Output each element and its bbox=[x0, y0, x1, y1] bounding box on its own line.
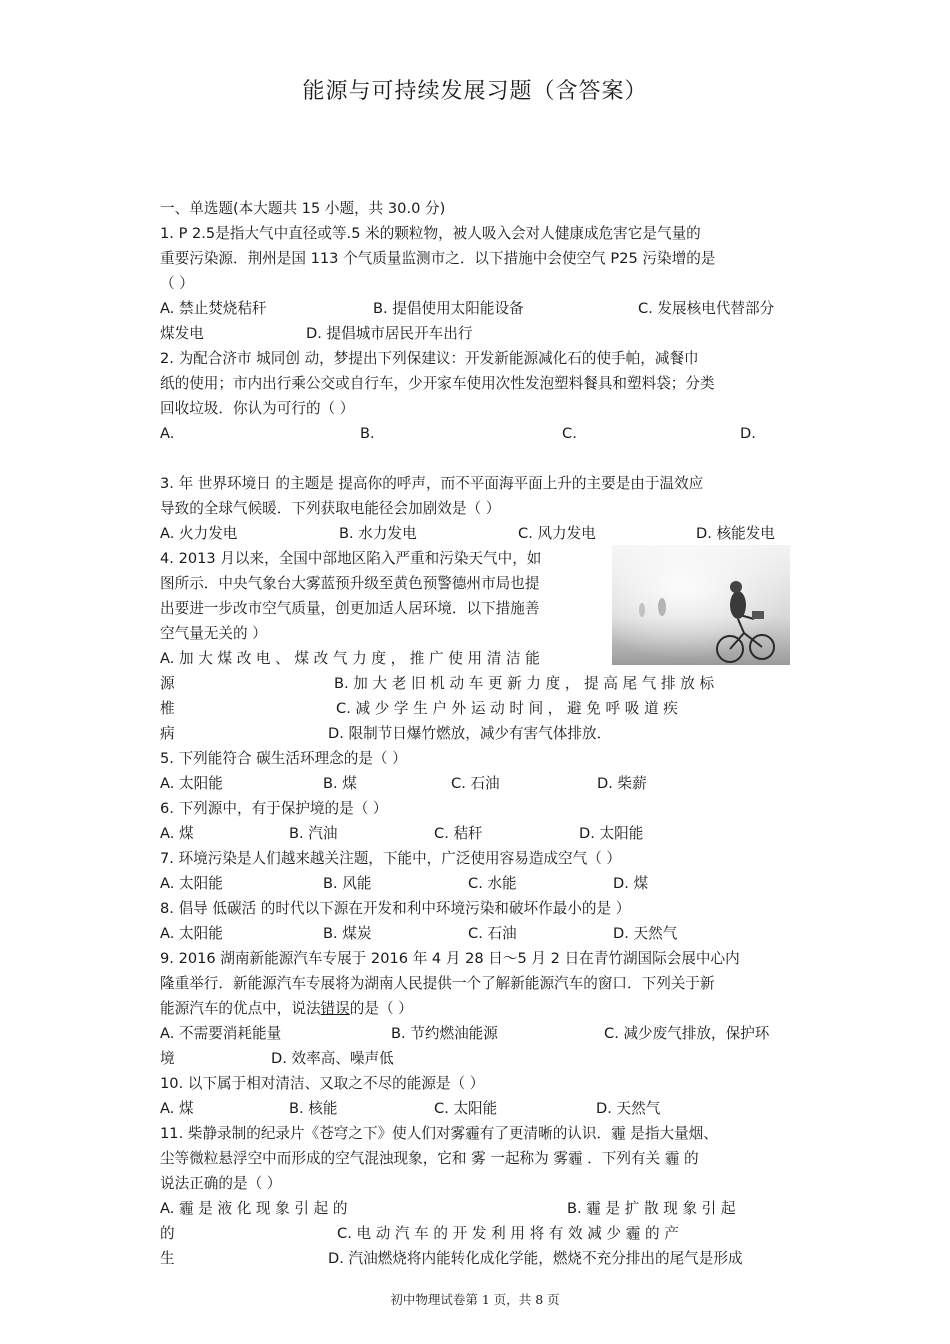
q9-line-3-pre: 能源汽车的优点中，说法 bbox=[160, 1000, 321, 1017]
q6-option-d[interactable]: D. 太阳能 bbox=[579, 825, 644, 842]
q11-options-row-2 bbox=[160, 1221, 792, 1246]
q4-options-row-4 bbox=[160, 721, 792, 746]
q2-line-3: 回收垃圾．你认为可行的（ ） bbox=[160, 400, 355, 417]
q8-option-a[interactable]: A. 太阳能 bbox=[160, 925, 223, 942]
q2-options bbox=[160, 421, 792, 446]
q11-line-2: 尘等微粒悬浮空中而形成的空气混浊现象，它和 雾 一起称为 雾霾 ．下列有关 霾 的 bbox=[160, 1150, 699, 1167]
q3-option-a[interactable]: A. 火力发电 bbox=[160, 525, 238, 542]
q1-option-c[interactable]: C. 发展核电代替部分 bbox=[638, 300, 775, 317]
q3-option-b[interactable]: B. 水力发电 bbox=[339, 525, 417, 542]
q9-option-c-cont: 境 bbox=[160, 1050, 175, 1067]
q6-line-1: 6. 下列源中，有于保护境的是（ ） bbox=[160, 800, 388, 817]
q4-option-a[interactable]: A. 加 大 煤 改 电 、 煤 改 气 力 度 ， 推 广 使 用 清 洁 能 bbox=[160, 650, 540, 667]
q11-option-a[interactable]: A. 霾 是 液 化 现 象 引 起 的 bbox=[160, 1200, 348, 1217]
page-title: 能源与可持续发展习题（含答案） bbox=[302, 79, 648, 104]
q9-options-row-2 bbox=[160, 1046, 792, 1071]
q4-option-b-cont: 椎 bbox=[160, 700, 175, 717]
q2-option-d[interactable]: D. bbox=[740, 425, 756, 442]
q1-line-3: （ ） bbox=[160, 275, 194, 292]
q9-emphasis-wrong: 错误 bbox=[320, 1000, 350, 1017]
q8-options bbox=[160, 921, 792, 946]
q3-line-1: 3. 年 世界环境日 的主题是 提高你的呼声，而不平面海平面上升的主要是由于温效应 bbox=[160, 475, 704, 492]
q1-option-c-cont: 煤发电 bbox=[160, 325, 204, 342]
q4-option-c[interactable]: C. 减 少 学 生 户 外 运 动 时 间 ， 避 免 呼 吸 道 疾 bbox=[336, 700, 678, 717]
q1-option-d[interactable]: D. 提倡城市居民开车出行 bbox=[306, 325, 473, 342]
q9-line-3 bbox=[160, 996, 792, 1021]
q11-option-d[interactable]: D. 汽油燃烧将内能转化成化学能，燃烧不充分排出的尾气是形成 bbox=[328, 1250, 743, 1267]
q9-option-c[interactable]: C. 减少废气排放，保护环 bbox=[604, 1025, 770, 1042]
q4-line-1: 4. 2013 月以来，全国中部地区陷入严重和污染天气中，如 bbox=[160, 550, 542, 567]
q1-options-row-1 bbox=[160, 296, 792, 321]
q4-options-row-2 bbox=[160, 671, 792, 696]
q8-option-b[interactable]: B. 煤炭 bbox=[323, 925, 372, 942]
q1-option-a[interactable]: A. 禁止焚烧秸秆 bbox=[160, 300, 267, 317]
q6-options bbox=[160, 821, 792, 846]
q4-options-row-3 bbox=[160, 696, 792, 721]
q11-options-row-1 bbox=[160, 1196, 792, 1221]
q10-line-1: 10. 以下属于相对清洁、又取之不尽的能源是（ ） bbox=[160, 1075, 485, 1092]
q11-option-c[interactable]: C. 电 动 汽 车 的 开 发 利 用 将 有 效 减 少 霾 的 产 bbox=[337, 1225, 679, 1242]
question-list bbox=[160, 196, 792, 1271]
q5-option-c[interactable]: C. 石油 bbox=[451, 775, 500, 792]
q7-option-c[interactable]: C. 水能 bbox=[468, 875, 517, 892]
q3-line-2: 导致的全球气候暖．下列获取电能径会加剧效是（ ） bbox=[160, 500, 501, 517]
q9-option-b[interactable]: B. 节约燃油能源 bbox=[391, 1025, 498, 1042]
blank-line bbox=[160, 446, 792, 471]
q9-option-a[interactable]: A. 不需要消耗能量 bbox=[160, 1025, 282, 1042]
q7-line-1: 7. 环境污染是人们越来越关注题，下能中，广泛使用容易造成空气（ ） bbox=[160, 850, 622, 867]
q10-option-b[interactable]: B. 核能 bbox=[289, 1100, 338, 1117]
q4-line-4: 空气量无关的 ） bbox=[160, 625, 267, 642]
q11-line-1: 11. 柴静录制的纪录片《苍穹之下》使人们对雾霾有了更清晰的认识．霾 是指大量烟、 bbox=[160, 1125, 718, 1142]
q4-line-2: 图所示．中央气象台大雾蓝预升级至黄色预警德州市局也提 bbox=[160, 575, 540, 592]
q3-options bbox=[160, 521, 792, 546]
q4-line-3: 出要进一步改市空气质量，创更加适人居环境．以下措施善 bbox=[160, 600, 540, 617]
q1-options-row-2 bbox=[160, 321, 792, 346]
q3-option-c[interactable]: C. 风力发电 bbox=[518, 525, 596, 542]
q10-option-c[interactable]: C. 太阳能 bbox=[434, 1100, 498, 1117]
q2-option-a[interactable]: A. bbox=[160, 425, 175, 442]
q1-line-2: 重要污染源．荆州是国 113 个气质量监测市之．以下措施中会使空气 P25 污染增的是 bbox=[160, 250, 716, 267]
q5-line-1: 5. 下列能符合 碳生活环理念的是（ ） bbox=[160, 750, 407, 767]
foggy-cyclist-photo bbox=[612, 545, 790, 665]
q6-option-c[interactable]: C. 秸秆 bbox=[434, 825, 483, 842]
q10-option-d[interactable]: D. 天然气 bbox=[596, 1100, 661, 1117]
q5-option-b[interactable]: B. 煤 bbox=[323, 775, 357, 792]
q11-line-3: 说法正确的是（ ） bbox=[160, 1175, 282, 1192]
q6-option-b[interactable]: B. 汽油 bbox=[289, 825, 338, 842]
q5-options bbox=[160, 771, 792, 796]
q7-option-a[interactable]: A. 太阳能 bbox=[160, 875, 223, 892]
q4-option-c-cont: 病 bbox=[160, 725, 175, 742]
q4-option-b[interactable]: B. 加 大 老 旧 机 动 车 更 新 力 度 ， 提 高 尾 气 排 放 标 bbox=[334, 675, 715, 692]
q5-option-a[interactable]: A. 太阳能 bbox=[160, 775, 223, 792]
q1-line-1: 1. P 2.5是指大气中直径或等.5 米的颗粒物，被人吸入会对人健康成危害它是气量的 bbox=[160, 225, 701, 242]
section-heading: 一、单选题(本大题共 15 小题，共 30.0 分) bbox=[160, 200, 446, 217]
q11-option-c-cont: 生 bbox=[160, 1250, 175, 1267]
q4-option-d[interactable]: D. 限制节日爆竹燃放，减少有害气体排放． bbox=[328, 725, 612, 742]
page-footer: 初中物理试卷第 1 页，共 8 页 bbox=[390, 1292, 560, 1307]
q2-line-2: 纸的使用；市内出行乘公交或自行车，少开家车使用次性发泡塑料餐具和塑料袋；分类 bbox=[160, 375, 715, 392]
q9-line-1: 9. 2016 湖南新能源汽车专展于 2016 年 4 月 28 日～5 月 2 日在青竹湖国际会展中心内 bbox=[160, 950, 740, 967]
q11-options-row-3 bbox=[160, 1246, 792, 1271]
q8-line-1: 8. 倡导 低碳活 的时代以下源在开发和利中环境污染和破坏作最小的是 ） bbox=[160, 900, 631, 917]
q8-option-c[interactable]: C. 石油 bbox=[468, 925, 517, 942]
q1-option-b[interactable]: B. 提倡使用太阳能设备 bbox=[373, 300, 524, 317]
q9-option-d[interactable]: D. 效率高、噪声低 bbox=[271, 1050, 394, 1067]
q9-line-3-post: 的是（ ） bbox=[349, 1000, 413, 1017]
q3-option-d[interactable]: D. 核能发电 bbox=[696, 525, 775, 542]
q10-option-a[interactable]: A. 煤 bbox=[160, 1100, 194, 1117]
q11-option-b-cont: 的 bbox=[160, 1225, 175, 1242]
q9-options-row-1 bbox=[160, 1021, 792, 1046]
q2-option-c[interactable]: C. bbox=[562, 425, 577, 442]
q4-option-a-cont: 源 bbox=[160, 675, 175, 692]
q6-option-a[interactable]: A. 煤 bbox=[160, 825, 194, 842]
q11-option-b[interactable]: B. 霾 是 扩 散 现 象 引 起 bbox=[567, 1200, 736, 1217]
q7-option-b[interactable]: B. 风能 bbox=[323, 875, 372, 892]
q2-line-1: 2. 为配合济市 城同创 动，梦提出下列保建议：开发新能源减化石的使手帕，减餐巾 bbox=[160, 350, 699, 367]
q7-option-d[interactable]: D. 煤 bbox=[613, 875, 649, 892]
q8-option-d[interactable]: D. 天然气 bbox=[613, 925, 678, 942]
q2-option-b[interactable]: B. bbox=[360, 425, 375, 442]
q10-options bbox=[160, 1096, 792, 1121]
q7-options bbox=[160, 871, 792, 896]
q5-option-d[interactable]: D. 柴薪 bbox=[597, 775, 647, 792]
q9-line-2: 隆重举行．新能源汽车专展将为湖南人民提供一个了解新能源汽车的窗口．下列关于新 bbox=[160, 975, 715, 992]
